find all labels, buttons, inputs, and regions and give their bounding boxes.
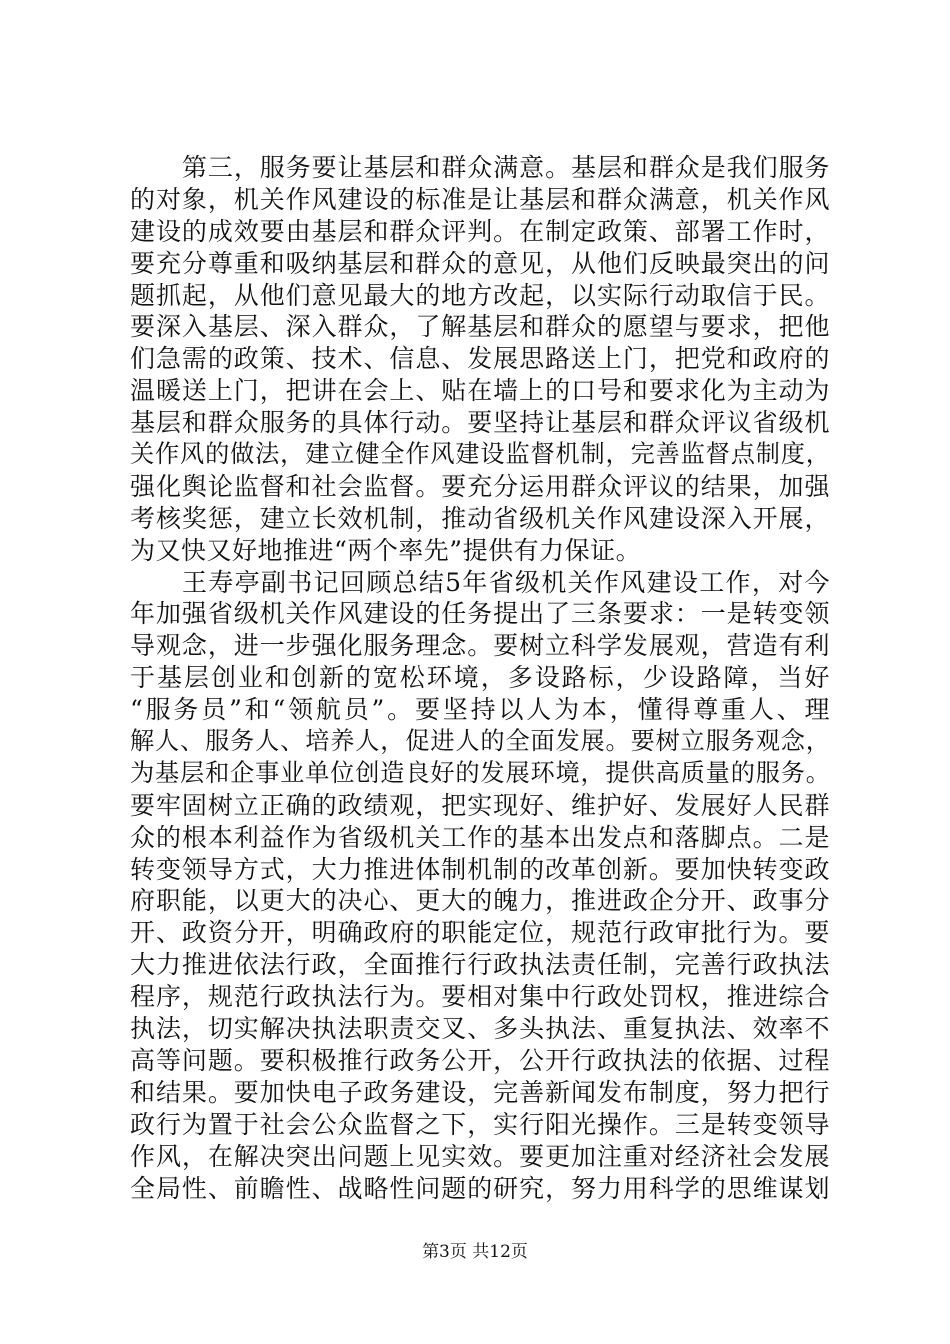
- text-line: 执法，切实解决执法职责交叉、多头执法、重复执法、效率不: [130, 1014, 830, 1044]
- text-line: 要深入基层、深入群众，了解基层和群众的愿望与要求，把他: [130, 312, 830, 342]
- text-line: 为又快又好地推进“两个率先”提供有力保证。: [130, 535, 642, 565]
- text-line: 解人、服务人、培养人，促进人的全面发展。要树立服务观念，: [130, 727, 830, 756]
- paragraph-2: [130, 567, 830, 1205]
- text-line: 导观念，进一步强化服务理念。要树立科学发展观，营造有利: [130, 631, 830, 661]
- text-line: 转变领导方式，大力推进体制机制的改革创新。要加快转变政: [130, 854, 830, 884]
- text-line: 全局性、前瞻性、战略性问题的研究，努力用科学的思维谋划: [130, 1173, 830, 1203]
- text-line: 年加强省级机关作风建设的任务提出了三条要求：一是转变领: [130, 599, 830, 629]
- text-line: 开、政资分开，明确政府的职能定位，规范行政审批行为。要: [130, 918, 830, 948]
- page-number-label: 第3页 共12页: [422, 1242, 528, 1262]
- text-line: 强化舆论监督和社会监督。要充分运用群众评议的结果，加强: [130, 471, 830, 501]
- paragraph-1: [130, 152, 830, 567]
- text-line: “服务员”和“领航员”。要坚持以人为本，懂得尊重人、理: [130, 695, 830, 725]
- text-line: 高等问题。要积极推行政务公开，公开行政执法的依据、过程: [130, 1045, 830, 1075]
- text-line: 要充分尊重和吸纳基层和群众的意见，从他们反映最突出的问: [130, 248, 830, 278]
- text-line: 王寿亭副书记回顾总结5年省级机关作风建设工作，对今: [182, 567, 830, 597]
- text-line: 温暖送上门，把讲在会上、贴在墙上的口号和要求化为主动为: [130, 376, 830, 406]
- text-line: 建设的成效要由基层和群众评判。在制定政策、部署工作时，: [130, 216, 830, 246]
- text-line: 考核奖惩，建立长效机制，推动省级机关作风建设深入开展，: [130, 503, 830, 533]
- page-footer: [0, 1240, 950, 1264]
- text-line: 大力推进依法行政，全面推行行政执法责任制，完善行政执法: [130, 950, 830, 980]
- text-line: 要牢固树立正确的政绩观，把实现好、维护好、发展好人民群: [130, 790, 830, 820]
- text-line: 为基层和企事业单位创造良好的发展环境，提供高质量的服务。: [130, 758, 830, 787]
- text-line: 程序，规范行政执法行为。要相对集中行政处罚权，推进综合: [130, 982, 830, 1012]
- text-line: 们急需的政策、技术、信息、发展思路送上门，把党和政府的: [130, 344, 830, 374]
- text-line: 的对象，机关作风建设的标准是让基层和群众满意，机关作风: [130, 184, 830, 214]
- text-line: 于基层创业和创新的宽松环境，多设路标，少设路障，当好: [130, 663, 830, 693]
- text-line: 题抓起，从他们意见最大的地方改起，以实际行动取信于民。: [130, 280, 830, 310]
- text-line: 府职能，以更大的决心、更大的魄力，推进政企分开、政事分: [130, 886, 830, 916]
- text-line: 作风，在解决突出问题上见实效。要更加注重对经济社会发展: [130, 1141, 830, 1171]
- text-line: 第三，服务要让基层和群众满意。基层和群众是我们服务: [182, 153, 830, 182]
- text-line: 和结果。要加快电子政务建设，完善新闻发布制度，努力把行: [130, 1077, 830, 1107]
- text-line: 基层和群众服务的具体行动。要坚持让基层和群众评议省级机: [130, 408, 830, 438]
- text-line: 政行为置于社会公众监督之下，实行阳光操作。三是转变领导: [130, 1109, 830, 1139]
- text-line: 关作风的做法，建立健全作风建设监督机制，完善监督点制度，: [130, 440, 830, 469]
- text-line: 众的根本利益作为省级机关工作的基本出发点和落脚点。二是: [130, 822, 830, 852]
- document-body: [130, 152, 830, 1204]
